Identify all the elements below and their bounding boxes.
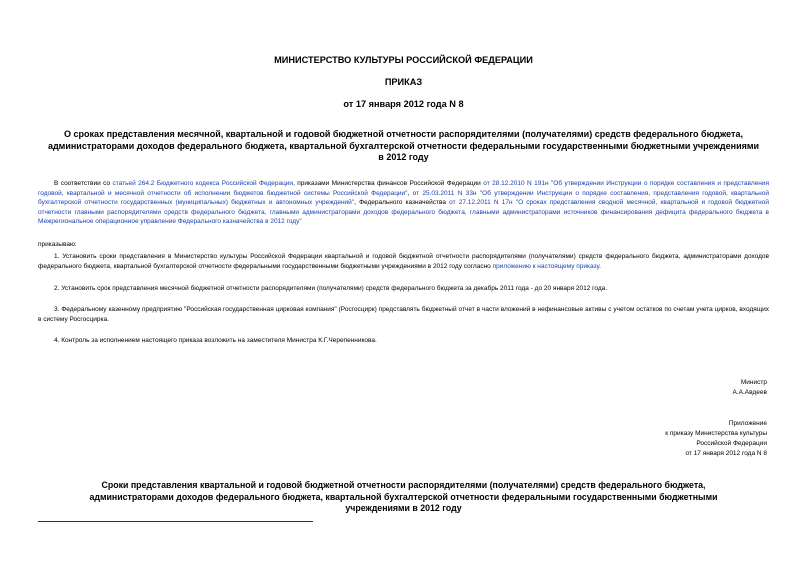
item-2-paragraph: [38, 284, 769, 294]
appendix-ref-line-3: Российской Федерации: [696, 440, 767, 447]
order-word: приказываю:: [38, 241, 77, 248]
date-number-heading: от 17 января 2012 года N 8: [343, 99, 464, 109]
link-minfin-order-191n[interactable]: от 28.12.2010 N 191н "Об утверждении Инструкции о порядке составления и представления годовой, квартальной и месячной отчетности об исполнении бюджетов бюджетной системы Российской Федерации": [38, 180, 769, 197]
signature-name: А.А.Авдеев: [732, 389, 767, 396]
preamble-text-2: ,: [407, 189, 413, 197]
appendix-label: Приложение: [728, 420, 767, 427]
document-title: О сроках представления месячной, квартальной и годовой бюджетной отчетности распорядителями (получателями) средств федерального бюджета, администраторами доходов федерального бюджета, квартальной бухгалтерской отчетности федеральными государственными бюджетными учреждениями в 2012 году: [47, 129, 760, 162]
item-2-text: 2. Установить срок представления месячной бюджетной отчетности распорядителями (получателями) средств федерального бюджета за декабрь 2011 года - до 20 января 2012 года.: [54, 285, 608, 292]
signature-position: Министр: [740, 379, 767, 386]
item-1-paragraph: [38, 252, 769, 271]
link-budget-code-article[interactable]: статьей 264.2 Бюджетного кодекса Российской Федерации: [112, 180, 294, 187]
preamble-prefix: В соответствии со: [54, 180, 113, 187]
appendix-title: Сроки представления квартальной и годовой бюджетной отчетности распорядителями (получателями) средств федерального бюджета, администраторами доходов федерального бюджета, квартальной бухгалтерской отчетности федеральными государственными бюджетными учреждениями в 2012 году: [89, 480, 718, 513]
doc-type-heading: ПРИКАЗ: [384, 77, 423, 87]
link-minfin-order-33n[interactable]: от 25.03.2011 N 33н "Об утверждении Инструкции о порядке составления, представления годовой, квартальной бухгалтерской отчетности государственных (муниципальных) бюджетных и автономных учреждений": [38, 189, 769, 207]
item-3-text: 3. Федеральному казенному предприятию "Российская государственная цирковая компания" (Росгосцирк) представлять бюджетный отчет в части вложений в нефинансовые активы с учетом остатков по счетам учета цирков, входящих в систему Росгосцирка.: [38, 306, 769, 323]
appendix-ref-line-2: к приказу Министерства культуры: [665, 430, 767, 437]
preamble-text-1: , приказами Министерства финансов Российской Федерации: [293, 180, 484, 187]
item-4-text: 4. Контроль за исполнением настоящего приказа возложить на заместителя Министра К.Г.Черепенникова.: [54, 337, 377, 344]
ministry-heading: МИНИСТЕРСТВО КУЛЬТУРЫ РОССИЙСКОЙ ФЕДЕРАЦИИ: [274, 55, 533, 65]
footnote-divider: [38, 521, 313, 522]
item-4-paragraph: [38, 336, 769, 346]
item-1-text: 1. Установить сроки представления в Министерство культуры Российской Федерации квартальной и годовой бюджетной отчетности распорядителями (получателями) средств федерального бюджета, администраторами доходов федерального бюджета, квартальной бухгалтерской отчетности федеральными государственными бюджетными учреждениями в 2012 году согласно: [38, 253, 769, 270]
link-treasury-order-17n[interactable]: от 27.12.2011 N 17н "О сроках представления сводной месячной, квартальной и годовой бюджетной отчетности главными распорядителями средств федерального бюджета, главными администраторами доходов федерального бюджета, главными администраторами источников финансирования дефицита федерального бюджета в Межрегиональное операционное управление Федерального казначейства в 2012 году": [38, 199, 769, 226]
link-appendix[interactable]: приложению к настоящему приказу: [492, 262, 600, 270]
item-3-paragraph: [38, 305, 769, 324]
preamble-text-3: , Федерального казначейства: [354, 199, 450, 207]
appendix-ref-line-4: от 17 января 2012 года N 8: [685, 450, 767, 457]
item-1-end: .: [599, 262, 601, 270]
preamble-paragraph: [38, 179, 769, 227]
